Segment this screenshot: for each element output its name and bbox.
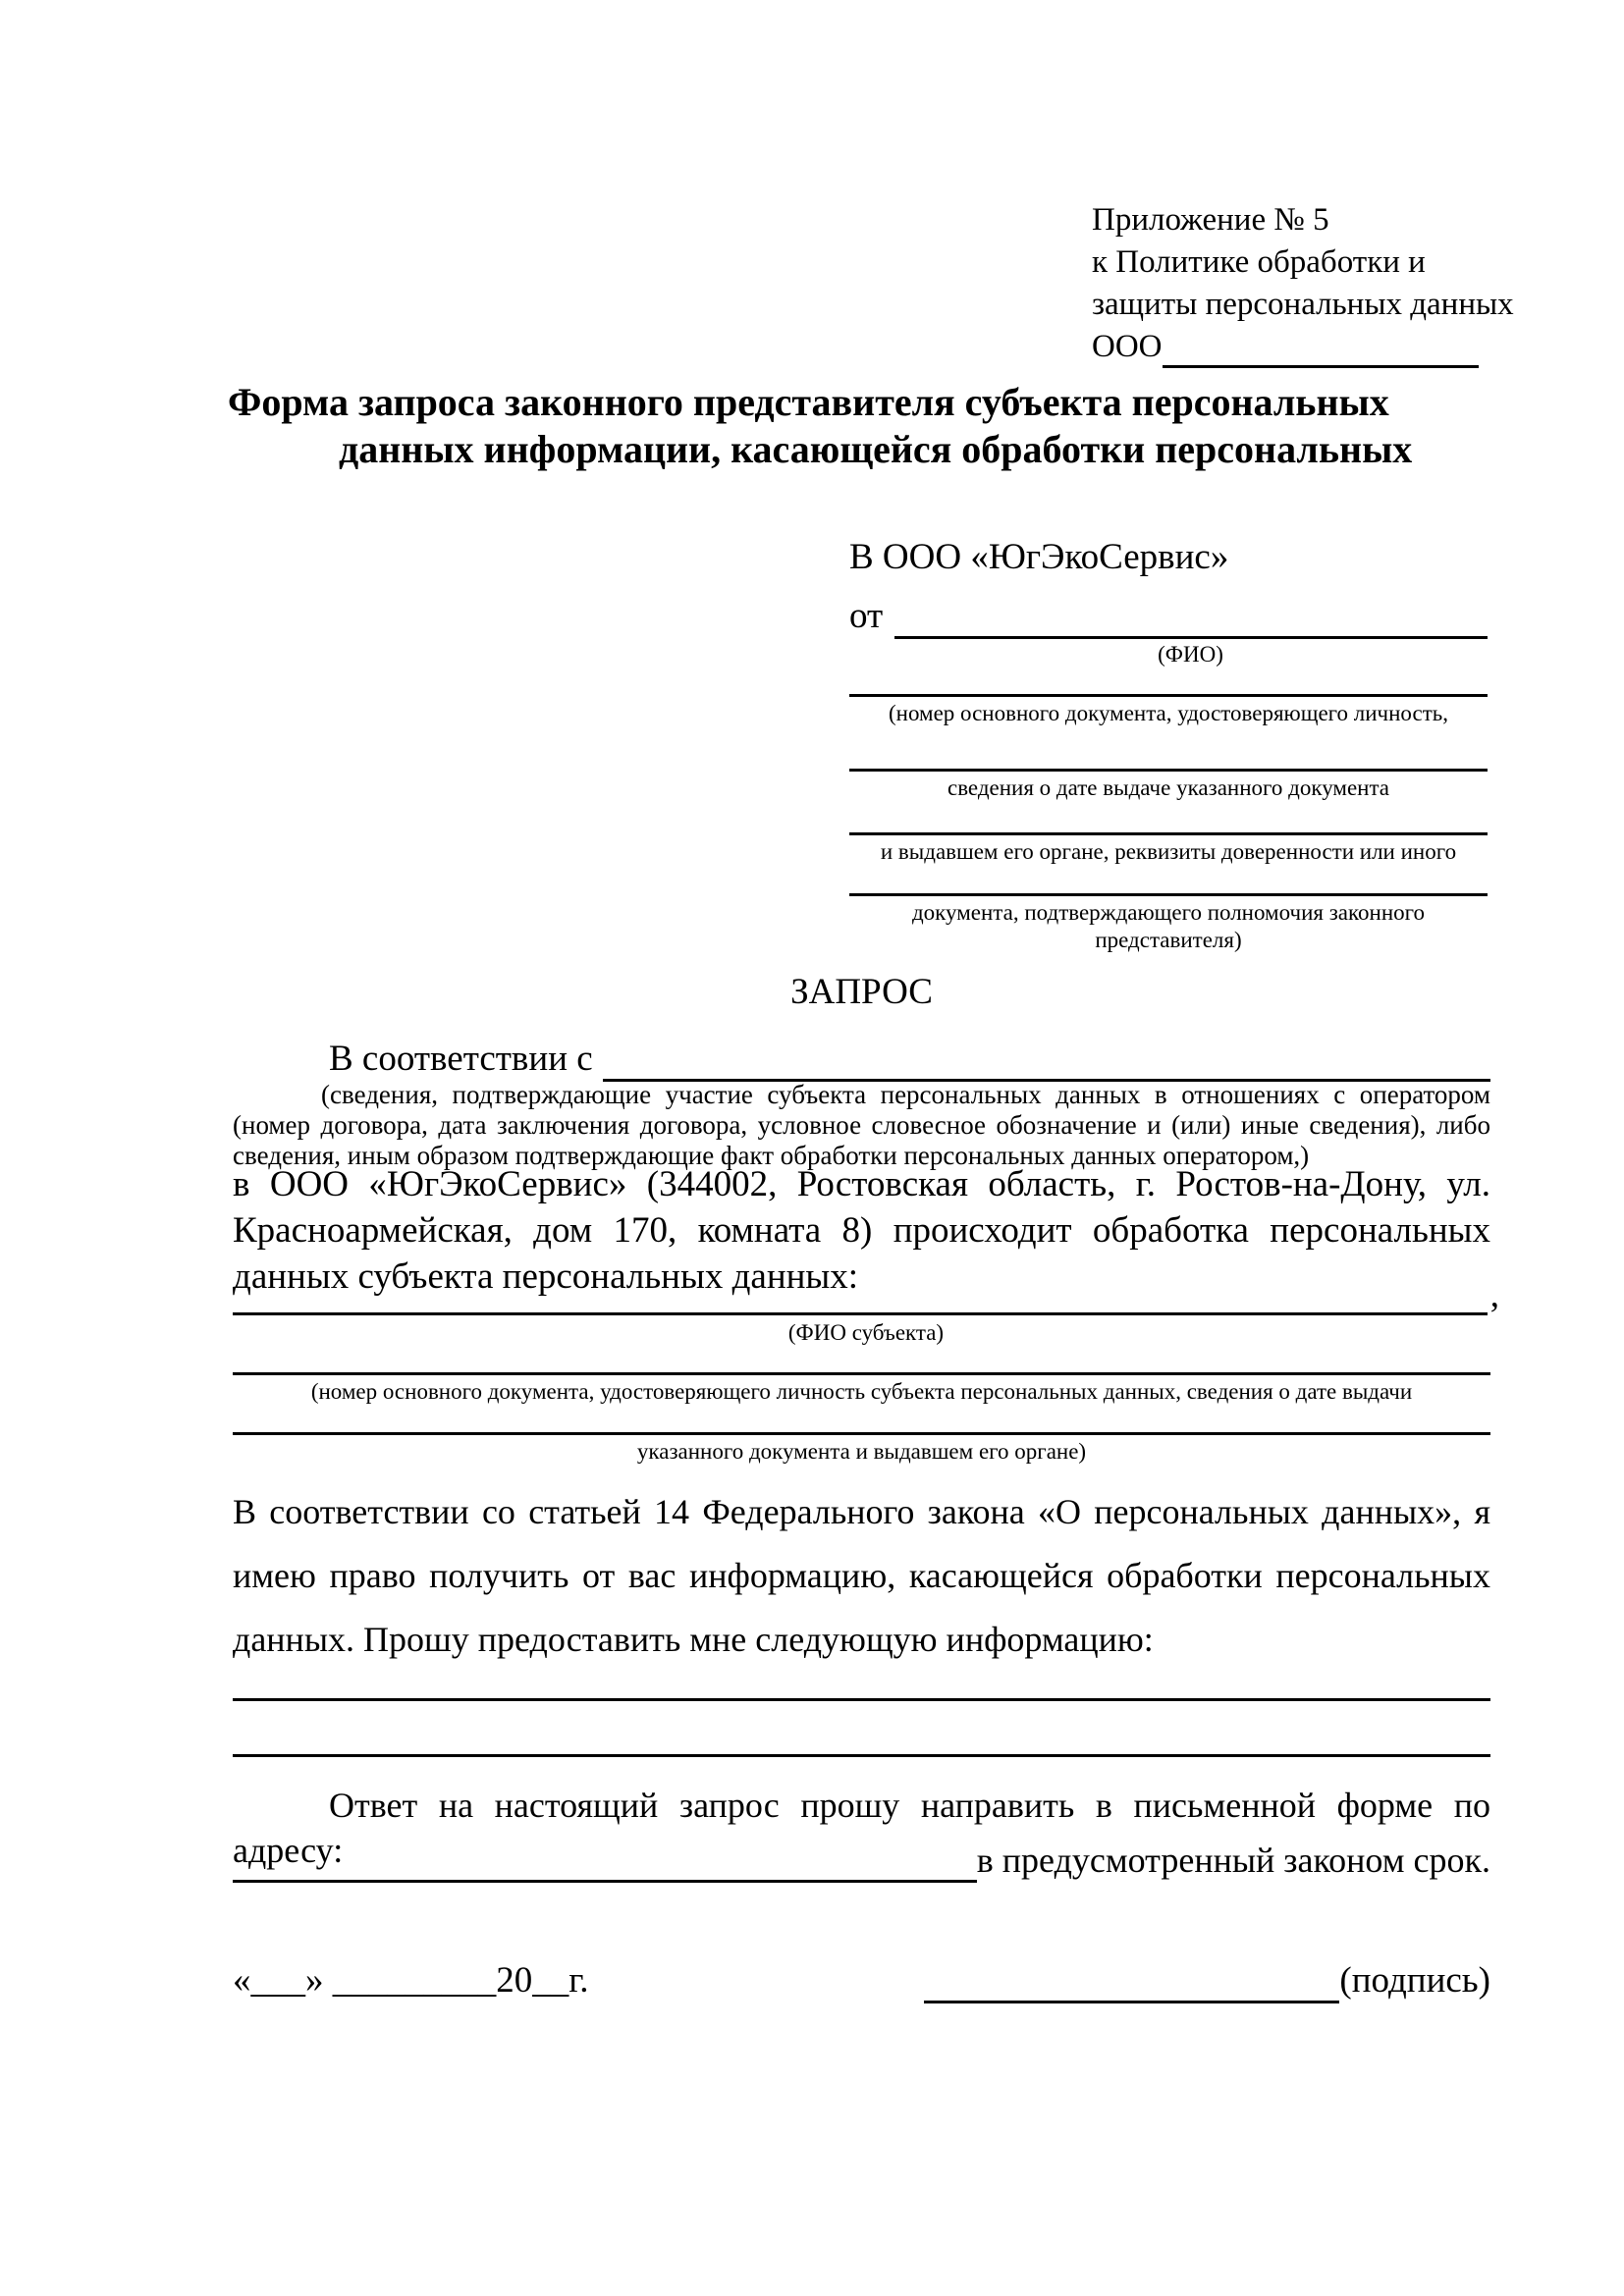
appendix-line-3: защиты персональных данных: [1092, 287, 1514, 322]
appendix-ooo-row: [1092, 326, 1514, 368]
subject-doc-blank-line-2: [233, 1432, 1490, 1435]
appendix-ooo-label: ООО: [1092, 329, 1163, 364]
representative-doc-pair-4: [849, 893, 1488, 954]
representative-doc-pair-3: [849, 832, 1488, 866]
request-heading: ЗАПРОС: [790, 972, 933, 1012]
accordance-blank-line: [603, 1037, 1490, 1082]
subject-fio-blank-line: [233, 1312, 1488, 1315]
trailing-comma: ,: [1489, 1275, 1499, 1315]
signature-caption: (подпись): [1339, 1960, 1490, 2001]
from-label: от: [849, 596, 884, 636]
accordance-note: (сведения, подтверждающие участие субъекта персональных данных в отношениях с оператором (номер договора, дата заключения договора, условное словесное обозначение и (или) иные сведения), либо сведения, иным образом подтверждающие факт обработки персональных данных оператором,): [233, 1080, 1490, 1170]
representative-doc-caption-4: документа, подтверждающего полномочия законного представителя): [911, 900, 1425, 952]
representative-doc-pair-1: [849, 694, 1488, 727]
accordance-prefix: В соответствии с: [329, 1039, 593, 1079]
answer-address-row: [233, 1838, 1490, 1883]
answer-sentence: Ответ на настоящий запрос прошу направить в письменной форме по адресу:: [233, 1786, 1490, 1870]
address-blank-line: [233, 1838, 977, 1883]
company-name-blank-line: [1163, 365, 1479, 368]
info-blank-line-2: [233, 1754, 1490, 1757]
appendix-block: [1092, 199, 1514, 368]
form-title: [228, 379, 1412, 473]
footer-row: [233, 1958, 1490, 2003]
representative-doc-blank-line-1: [849, 694, 1488, 697]
operator-paragraph: в ООО «ЮгЭкоСервис» (344002, Ростовская область, г. Ростов-на-Дону, ул. Красноармейская, дом 170, комната 8) происходит обработка персональных данных субъекта персональных данных:: [233, 1164, 1490, 1297]
representative-doc-caption-2: сведения о дате выдаче указанного документа: [947, 775, 1390, 800]
answer-tail: в предусмотренный законом срок.: [976, 1841, 1490, 1880]
appendix-line-1: Приложение № 5: [1092, 202, 1329, 238]
subject-fio-row: [233, 1276, 1499, 1315]
subject-doc-caption-1: (номер основного документа, удостоверяющего личность субъекта персональных данных, сведения о дате выдачи: [310, 1379, 1413, 1404]
subject-block: [233, 1276, 1499, 1466]
to-organization: В ООО «ЮгЭкоСервис»: [849, 537, 1229, 577]
info-blank-line-1: [233, 1698, 1490, 1701]
law-paragraph: В соответствии со статьей 14 Федерального закона «О персональных данных», я имею право получить от вас информацию, касающейся обработки персональных данных. Прошу предоставить мне следующую информацию:: [233, 1492, 1490, 1659]
signature-blank-line: [924, 1958, 1339, 2003]
representative-fio-blank-line: [894, 594, 1488, 639]
subject-doc-blank-line-1: [233, 1372, 1490, 1375]
accordance-row: [233, 1037, 1490, 1082]
recipient-block: [849, 535, 1488, 954]
date-blank: «___» _________20__г.: [233, 1960, 589, 2001]
representative-doc-blank-line-2: [849, 769, 1488, 772]
representative-doc-pair-2: [849, 769, 1488, 802]
subject-fio-caption: (ФИО субъекта): [787, 1320, 945, 1345]
representative-doc-blank-line-3: [849, 832, 1488, 835]
representative-doc-caption-3: и выдавшем его органе, реквизиты доверенности или иного: [880, 839, 1457, 864]
subject-doc-caption-2: указанного документа и выдавшем его органе): [636, 1439, 1087, 1464]
form-title-line-2: данных информации, касающейся обработки персональных: [339, 427, 1413, 471]
representative-doc-caption-1: (номер основного документа, удостоверяющего личность,: [888, 701, 1448, 725]
representative-doc-blank-line-4: [849, 893, 1488, 896]
appendix-line-2: к Политике обработки и: [1092, 244, 1426, 280]
representative-fio-caption: (ФИО): [1158, 642, 1223, 667]
form-title-line-1: Форма запроса законного представителя субъекта персональных: [228, 380, 1389, 424]
from-row: [849, 594, 1488, 639]
